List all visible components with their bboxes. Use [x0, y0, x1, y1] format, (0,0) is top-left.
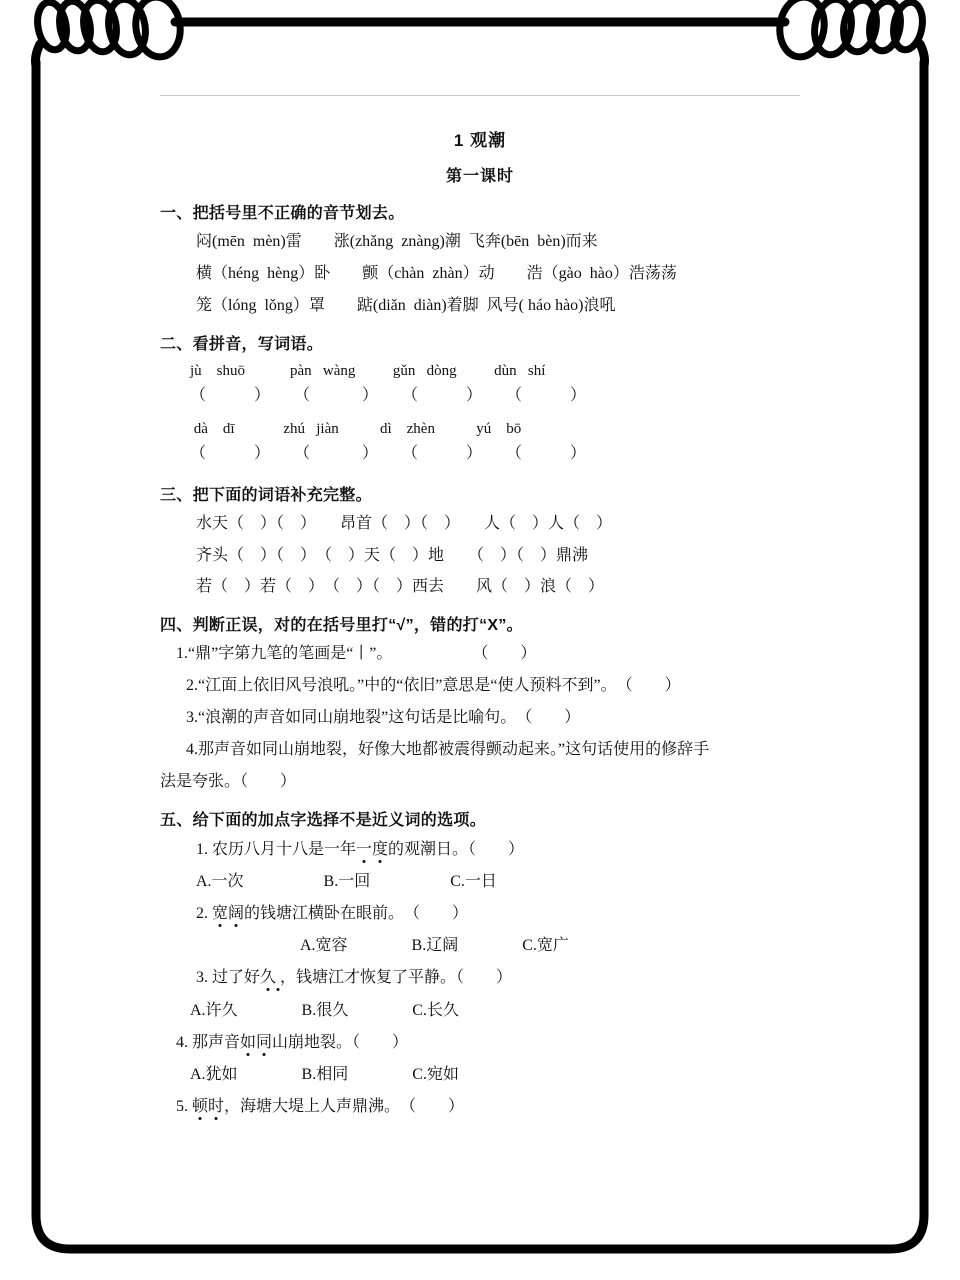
q1-number: 1.	[196, 840, 208, 858]
section-5-options-2[interactable]: A.宽容 B.辽阔 C.宽广	[300, 937, 569, 955]
section-4-item-1[interactable]: 1.“鼎”字第九笔的笔画是“丨”。 （ ）	[176, 645, 537, 663]
q4-text-after: 山崩地裂。（ ）	[272, 1033, 409, 1051]
q5-dotted-chars: 顿时	[192, 1098, 225, 1116]
q4-number: 4.	[176, 1033, 188, 1051]
section-1-line-1: 闷(mēn mèn)雷 涨(zhǎng znàng)潮 飞奔(bēn bèn)而来	[196, 233, 598, 250]
section-4-item-3[interactable]: 3.“浪潮的声音如同山崩地裂”这句话是比喻句。 （ ）	[186, 709, 581, 727]
section-heading-3: 三、把下面的词语补充完整。	[160, 486, 372, 504]
page-title: 1 观潮	[453, 131, 507, 150]
q3-text-before: 过了好	[212, 969, 261, 987]
section-2-answer-row-1[interactable]: （ ） （ ） （ ） （ ）	[190, 386, 587, 404]
section-5-question-1[interactable]	[0, 836, 960, 863]
section-4-item-4-wrap[interactable]: 法是夸张。（ ）	[160, 772, 297, 790]
q1-dotted-chars: 一度	[356, 840, 389, 858]
q4-dotted-chars: 如同	[240, 1033, 273, 1051]
section-heading-4: 四、判断正误，对的在括号里打“√”，错的打“X”。	[160, 617, 523, 635]
section-1-line-2: 横（héng hèng）卧 颤（chàn zhàn）动 浩（gào hào）浩荡荡	[196, 264, 677, 282]
header-divider-rule	[160, 95, 800, 96]
section-5-question-3[interactable]	[0, 964, 960, 991]
section-2-answer-row-2[interactable]: （ ） （ ） （ ） （ ）	[190, 444, 587, 462]
section-5-question-4[interactable]	[0, 1029, 960, 1056]
q4-text-before: 那声音	[192, 1033, 241, 1051]
section-5-options-3[interactable]: A.许久 B.很久 C.长久	[190, 1001, 459, 1019]
q2-dotted-chars: 宽阔	[212, 905, 245, 923]
q3-number: 3.	[196, 969, 208, 987]
section-heading-1: 一、把括号里不正确的音节划去。	[160, 205, 405, 222]
section-3-line-3[interactable]: 若（ ）若（ ） （ ）（ ）西去 风（ ）浪（ ）	[196, 578, 605, 596]
page-subtitle: 第一课时	[445, 168, 514, 185]
section-4-item-4[interactable]: 4.那声音如同山崩地裂，好像大地都被震得颤动起来。”这句话使用的修辞手	[186, 740, 710, 758]
q1-text-after: 的观潮日。（ ）	[388, 840, 525, 858]
section-heading-5: 五、给下面的加点字选择不是近义词的选项。	[160, 811, 487, 829]
q5-text-after: ，海塘大堤上人声鼎沸。 （ ）	[224, 1098, 465, 1116]
section-5-question-2[interactable]	[0, 900, 960, 927]
q3-text-after: ，钱塘江才恢复了平静。（ ）	[280, 969, 513, 987]
section-2-pinyin-row-2: dà dī zhú jiàn dì zhèn yú bō	[190, 420, 522, 437]
section-3-line-2[interactable]: 齐头（ ）（ ） （ ）天（ ）地 （ ）（ ）鼎沸	[196, 546, 589, 564]
section-5-options-1[interactable]: A.一次 B.一回 C.一日	[196, 872, 497, 890]
section-heading-2: 二、看拼音，写词语。	[160, 335, 324, 353]
worksheet-content	[0, 126, 960, 1125]
q5-number: 5.	[176, 1098, 188, 1116]
section-2-pinyin-row-1: jù shuō pàn wàng gǔn dòng dùn shí	[190, 362, 546, 379]
q2-text-after: 的钱塘江横卧在眼前。 （ ）	[244, 905, 469, 923]
section-4-item-2[interactable]: 2.“江面上依旧风号浪吼。”中的“依旧”意思是“使人预料不到”。 （ ）	[186, 677, 681, 695]
section-1-line-3: 笼（lóng lǒng）罩 踮(diǎn diàn)着脚 风号( háo hào)浪吼	[196, 296, 616, 314]
section-5-options-4[interactable]: A.犹如 B.相同 C.宛如	[190, 1066, 459, 1084]
q2-number: 2.	[196, 905, 208, 923]
section-3-line-1[interactable]: 水天（ ）（ ） 昂首（ ）（ ） 人（ ）人（ ）	[196, 514, 613, 532]
q3-dotted-chars: 久	[260, 969, 280, 986]
q1-text-before: 农历八月十八是一年	[212, 840, 357, 858]
section-5-question-5[interactable]	[0, 1093, 960, 1120]
